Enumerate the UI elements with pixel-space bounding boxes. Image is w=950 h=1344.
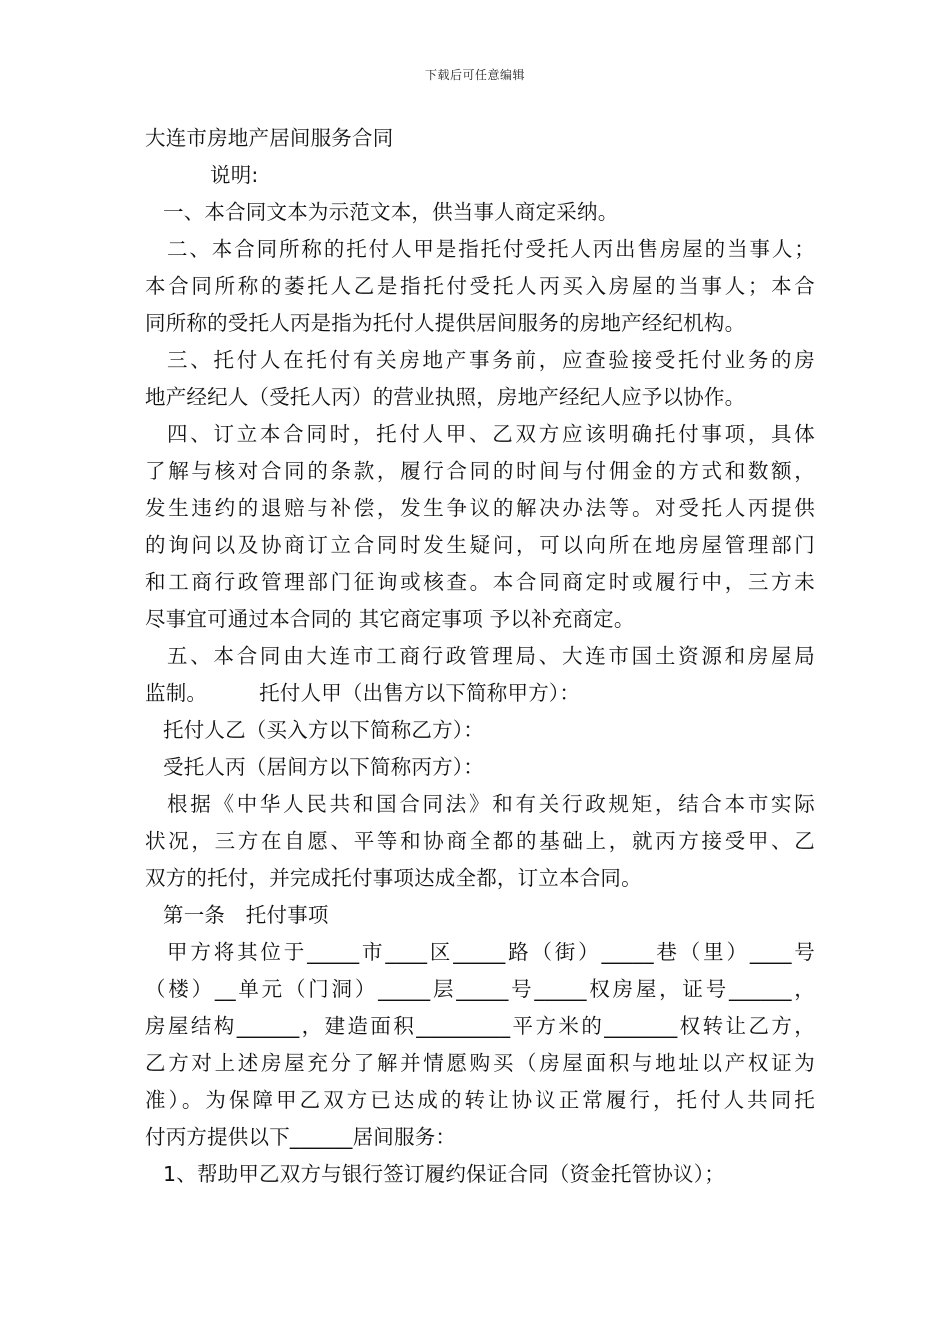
paragraph-line: 发生违约的退赔与补偿，发生争议的解决办法等。对受托人丙提供 [145,496,815,520]
article-heading: 第一条 托付事项 [163,903,329,927]
list-item: 1、帮助甲乙双方与银行签订履约保证合同（资金托管协议）； [163,1162,725,1186]
party-a-label: 托付人甲（出售方以下简称甲方）： [259,681,581,705]
paragraph-line: 四、订立本合同时，托付人甲、乙双方应该明确托付事项，具体 [167,422,815,446]
paragraph-line: 本合同所称的萎托人乙是指托付受托人丙买入房屋的当事人；本合 [145,274,815,298]
paragraph-line: 地产经纪人（受托人丙）的营业执照，房地产经纪人应予以协作。 [145,385,746,409]
paragraph-line: 三、托付人在托付有关房地产事务前，应查验接受托付业务的房 [167,348,815,372]
fill-in-line: 房屋结构______，建造面积_________平方米的_______权转让乙方， [145,1014,815,1038]
fill-in-line: 甲方将其位于_____市____区_____路（街）_____巷（里）____号 [167,940,815,964]
paragraph-line: 准）。为保障甲乙双方已达成的转让协议正常履行，托付人共同托 [145,1088,815,1112]
paragraph-line: 状况，三方在自愿、平等和协商全都的基础上，就丙方接受甲、乙 [145,829,815,853]
paragraph-line: 同所称的受托人丙是指为托付人提供居间服务的房地产经纪机构。 [145,311,746,335]
paragraph-line: 的询问以及协商订立合同时发生疑问，可以向所在地房屋管理部门 [145,533,815,557]
document-body [145,120,815,1193]
page-header: 下载后可任意编辑 [424,68,525,82]
fill-in-line: （楼）__单元（门洞）_____层_____号_____权房屋，证号______， [145,977,815,1001]
paragraph-line: 双方的托付，并完成托付事项达成全都，订立本合同。 [145,866,642,890]
paragraph-line: 了解与核对合同的条款，履行合同的时间与付佣金的方式和数额， [145,459,815,483]
document-title: 大连市房地产居间服务合同 [145,126,394,150]
paragraph-line: 乙方对上述房屋充分了解并情愿购买（房屋面积与地址以产权证为 [145,1051,815,1075]
paragraph-line: 五、本合同由大连市工商行政管理局、大连市国土资源和房屋局 [167,644,815,668]
paragraph-line: 二、本合同所称的托付人甲是指托付受托人丙出售房屋的当事人； [167,237,815,261]
paragraph-line: 和工商行政管理部门征询或核查。本合同商定时或履行中，三方未 [145,570,815,594]
party-b-label: 托付人乙（买入方以下简称乙方）： [163,718,484,742]
explanation-heading: 说明: [210,163,259,187]
paragraph-line: 根据《中华人民共和国合同法》和有关行政规矩，结合本市实际 [167,792,815,816]
paragraph-line: 一、本合同文本为示范文本，供当事人商定采纳。 [163,200,619,224]
party-c-label: 受托人丙（居间方以下简称丙方）： [163,755,484,779]
paragraph-line: 付丙方提供以下______居间服务： [145,1125,457,1149]
paragraph-line: 尽事宜可通过本合同的 其它商定事项 予以补充商定。 [145,607,635,631]
supervision-text: 监制。 [145,681,208,705]
supervision-line [145,675,815,712]
